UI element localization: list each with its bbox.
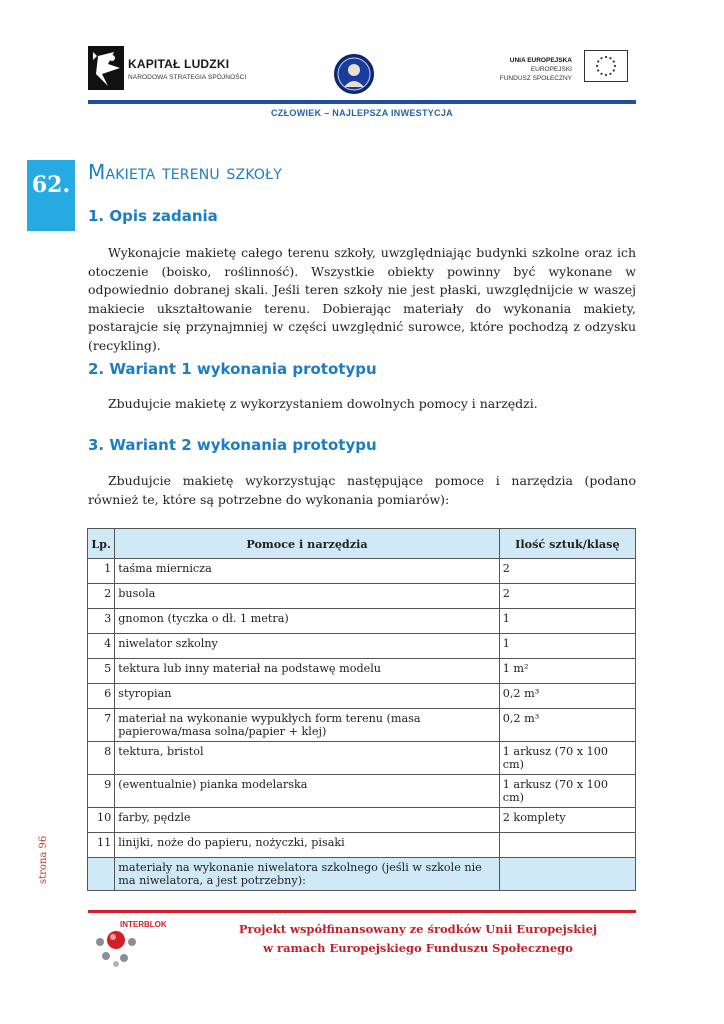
row-tool: farby, pędzle: [115, 808, 500, 833]
variant2-heading: 3. Wariant 2 wykonania prototypu: [88, 436, 377, 454]
row-tool: linijki, noże do papieru, nożyczki, pisaki: [115, 833, 500, 858]
row-lp: 5: [88, 659, 115, 684]
eu-line-1: UNIA EUROPEJSKA: [509, 57, 572, 64]
row-quantity: 1 arkusz (70 x 100 cm): [499, 775, 635, 808]
table-row: [88, 584, 636, 609]
table-row: [88, 858, 636, 891]
variant1-paragraph: [88, 395, 636, 414]
row-quantity: 1: [499, 634, 635, 659]
table-row: [88, 559, 636, 584]
page-title: Makieta terenu szkoły: [88, 160, 282, 184]
eu-flag-icon: [584, 50, 628, 82]
eu-line-3: FUNDUSZ SPOŁECZNY: [499, 75, 572, 82]
variant2-paragraph: [88, 472, 636, 509]
row-quantity: 1 arkusz (70 x 100 cm): [499, 742, 635, 775]
row-tool: tektura, bristol: [115, 742, 500, 775]
task-heading: 1. Opis zadania: [88, 207, 218, 225]
row-tool: niwelator szkolny: [115, 634, 500, 659]
row-quantity: [499, 833, 635, 858]
row-quantity: 2: [499, 559, 635, 584]
task-paragraph: [88, 244, 636, 355]
row-lp: 3: [88, 609, 115, 634]
row-tool: (ewentualnie) pianka modelarska: [115, 775, 500, 808]
section-number: 62.: [27, 160, 75, 231]
row-tool: materiał na wykonanie wypukłych form terenu (masa papierowa/masa solna/papier + klej): [115, 709, 500, 742]
footer-funding-note: [200, 920, 636, 958]
table-header-row: [88, 529, 636, 559]
school-emblem-icon: [334, 54, 374, 94]
column-header-tools: Pomoce i narzędzia: [115, 529, 500, 559]
eu-line-2: EUROPEJSKI: [530, 66, 572, 73]
table-row: [88, 634, 636, 659]
row-tool: taśma miernicza: [115, 559, 500, 584]
slogan: CZŁOWIEK – NAJLEPSZA INWESTYCJA: [271, 108, 453, 118]
table-row: [88, 684, 636, 709]
row-lp: 1: [88, 559, 115, 584]
kapital-ludzki-title: KAPITAŁ LUDZKI: [128, 57, 230, 71]
row-lp: 10: [88, 808, 115, 833]
variant1-heading: 2. Wariant 1 wykonania prototypu: [88, 360, 377, 378]
kapital-ludzki-subtitle: NARODOWA STRATEGIA SPÓJNOŚCI: [128, 74, 247, 81]
column-header-quantity: Ilość sztuk/klasę: [499, 529, 635, 559]
row-lp: 8: [88, 742, 115, 775]
eu-fund-label: [480, 56, 572, 83]
page-number-label: [30, 826, 50, 886]
tools-table: [87, 528, 636, 891]
table-row: [88, 709, 636, 742]
row-quantity: 2: [499, 584, 635, 609]
header-divider: [88, 100, 636, 104]
row-lp: 7: [88, 709, 115, 742]
table-row: [88, 775, 636, 808]
row-quantity: 1: [499, 609, 635, 634]
row-quantity: 0,2 m³: [499, 684, 635, 709]
row-quantity: 1 m²: [499, 659, 635, 684]
table-row: [88, 742, 636, 775]
row-lp: 2: [88, 584, 115, 609]
table-row: [88, 609, 636, 634]
footer-divider: [88, 910, 636, 913]
table-row: [88, 808, 636, 833]
row-quantity: [499, 858, 635, 891]
table-row: [88, 833, 636, 858]
variant2-text: Zbudujcie makietę wykorzystując następujące pomoce i narzędzia (podano również te, które są potrzebne do wykonania pomiarów):: [88, 473, 636, 507]
footer-line-1: Projekt współfinansowany ze środków Unii Europejskiej: [238, 922, 598, 936]
page-number-text: strona 96: [38, 835, 49, 884]
row-tool: gnomon (tyczka o dł. 1 metra): [115, 609, 500, 634]
row-quantity: 2 komplety: [499, 808, 635, 833]
column-header-lp: Lp.: [88, 529, 115, 559]
kapital-ludzki-emblem-icon: [88, 44, 128, 94]
row-quantity: 0,2 m³: [499, 709, 635, 742]
task-text: Wykonajcie makietę całego terenu szkoły, uwzględniając budynki szkolne oraz ich otoczenie (boisko, roślinność). Wszystkie obiekty powinny być wykonane w odpowiednio dobranej skali. Jeśli teren szkoły nie jest płaski, uwzględnijcie w waszej makiecie ukształtowanie terenu. Dobierając materiały do wykonania makiety, postarajcie się przynajmniej w części uwzględnić surowce, które pochodzą z odzysku (recykling).: [88, 245, 636, 353]
footer-line-2: w ramach Europejskiego Funduszu Społecznego: [263, 941, 573, 955]
variant1-text: Zbudujcie makietę z wykorzystaniem dowolnych pomocy i narzędzi.: [108, 396, 538, 411]
row-tool: materiały na wykonanie niwelatora szkolnego (jeśli w szkole nie ma niwelatora, a jest potrzebny):: [115, 858, 500, 891]
row-tool: busola: [115, 584, 500, 609]
row-tool: styropian: [115, 684, 500, 709]
row-lp: 9: [88, 775, 115, 808]
row-lp: 11: [88, 833, 115, 858]
row-lp: 6: [88, 684, 115, 709]
row-tool: tektura lub inny materiał na podstawę modelu: [115, 659, 500, 684]
row-lp: [88, 858, 115, 891]
interblok-label: INTERBLOK: [120, 920, 167, 929]
table-row: [88, 659, 636, 684]
row-lp: 4: [88, 634, 115, 659]
